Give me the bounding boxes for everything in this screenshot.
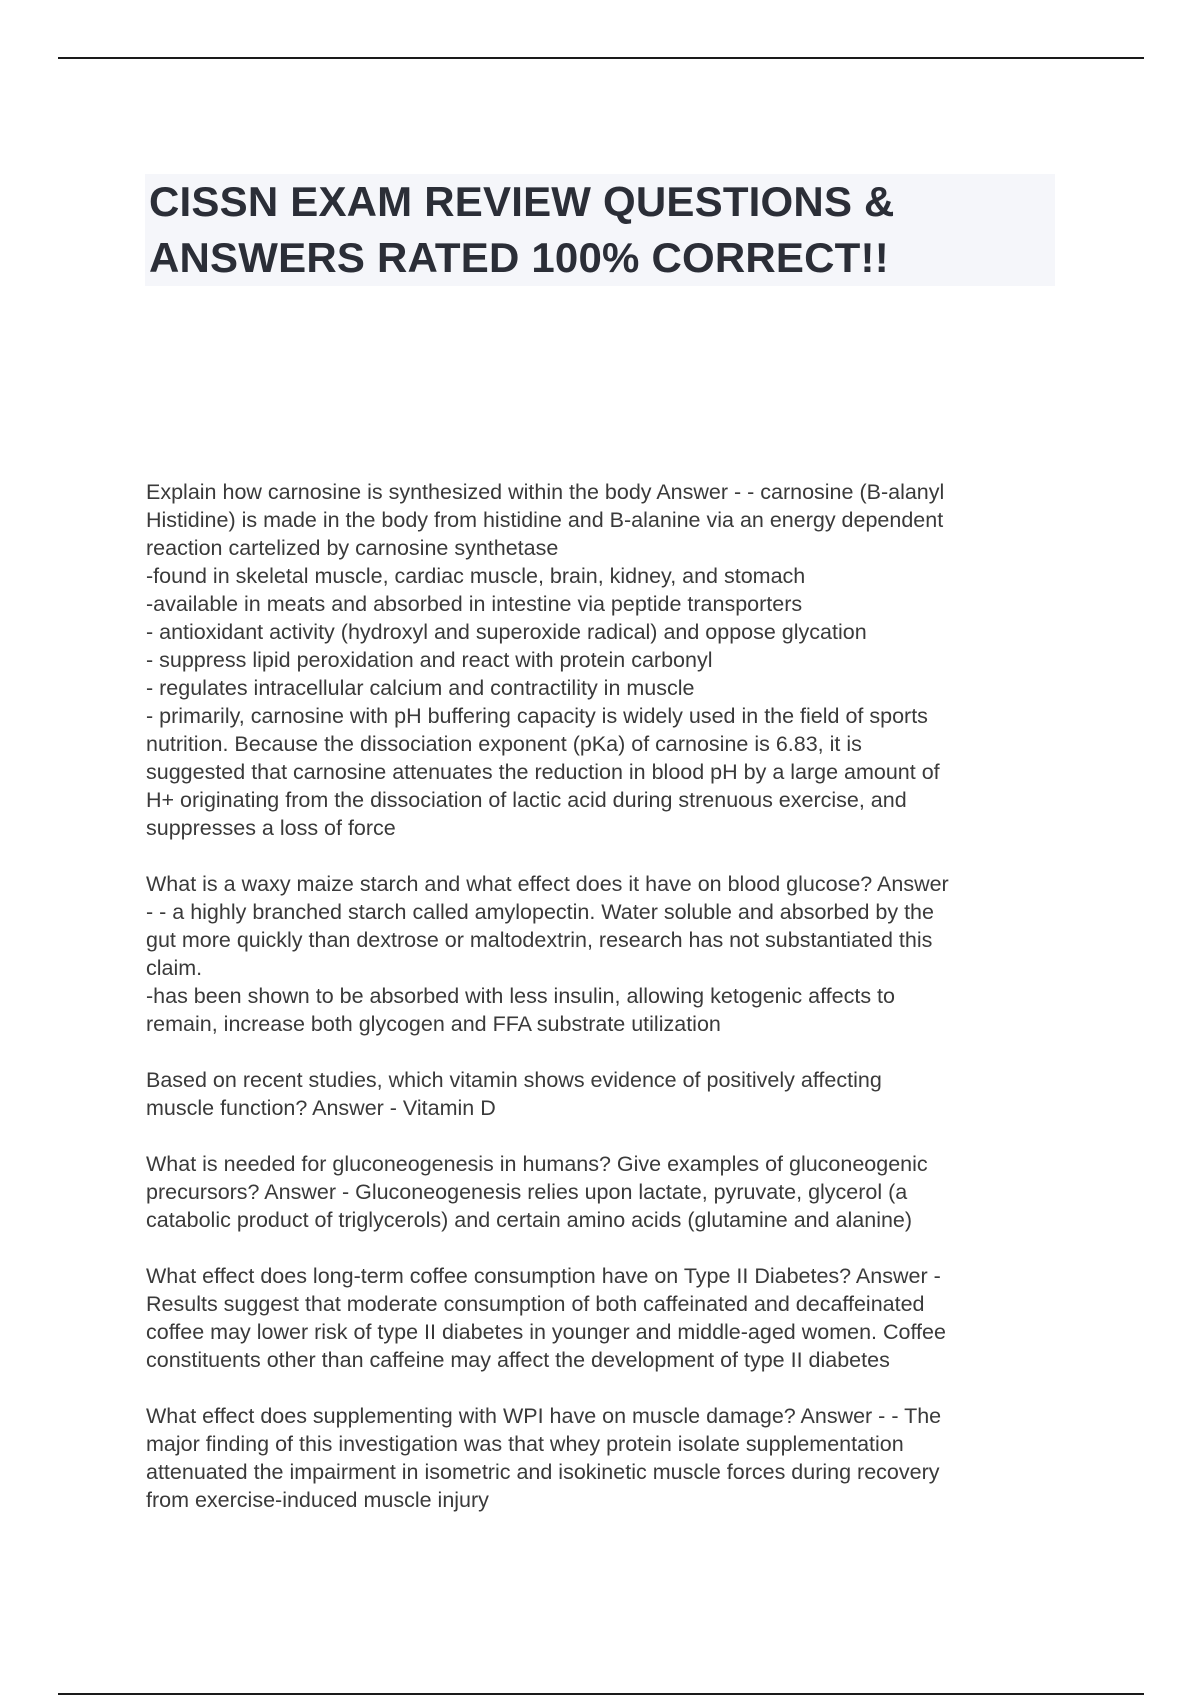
qa-text-line: - regulates intracellular calcium and contractility in muscle — [146, 676, 695, 700]
qa-text-line: suppresses a loss of force — [146, 816, 396, 840]
qa-text-line: What effect does long-term coffee consumption have on Type II Diabetes? Answer - — [146, 1264, 941, 1288]
qa-text-line: remain, increase both glycogen and FFA substrate utilization — [146, 1012, 721, 1036]
qa-text-line: -available in meats and absorbed in intestine via peptide transporters — [146, 592, 803, 616]
qa-text-line: - - a highly branched starch called amylopectin. Water soluble and absorbed by the — [146, 900, 934, 924]
qa-text-line: What is needed for gluconeogenesis in humans? Give examples of gluconeogenic — [146, 1152, 928, 1176]
qa-text-line: attenuated the impairment in isometric and isokinetic muscle forces during recovery — [146, 1460, 940, 1484]
qa-text-line: reaction cartelized by carnosine synthetase — [146, 536, 559, 560]
qa-text-line: H+ originating from the dissociation of lactic acid during strenuous exercise, and — [146, 788, 907, 812]
qa-text-line: from exercise-induced muscle injury — [146, 1488, 489, 1512]
qa-text-line: major finding of this investigation was that whey protein isolate supplementation — [146, 1432, 904, 1456]
qa-text-line: What effect does supplementing with WPI have on muscle damage? Answer - - The — [146, 1404, 942, 1428]
qa-text-line: gut more quickly than dextrose or maltodextrin, research has not substantiated this — [146, 928, 933, 952]
qa-text-line: suggested that carnosine attenuates the reduction in blood pH by a large amount of — [146, 760, 940, 784]
qa-text-line: - suppress lipid peroxidation and react with protein carbonyl — [146, 648, 713, 672]
qa-text-line: Explain how carnosine is synthesized within the body Answer - - carnosine (B-alanyl — [146, 480, 945, 504]
qa-text-line: Based on recent studies, which vitamin shows evidence of positively affecting — [146, 1068, 882, 1092]
qa-block — [146, 478, 1066, 842]
qa-text-line: -has been shown to be absorbed with less insulin, allowing ketogenic affects to — [146, 984, 895, 1008]
qa-content — [146, 478, 1066, 1542]
title-box — [145, 174, 1055, 286]
qa-text-line: What is a waxy maize starch and what effect does it have on blood glucose? Answer — [146, 872, 949, 896]
qa-block — [146, 870, 1066, 1038]
qa-text-line: -found in skeletal muscle, cardiac muscle, brain, kidney, and stomach — [146, 564, 806, 588]
qa-block — [146, 1402, 1066, 1514]
qa-text-line: catabolic product of triglycerols) and certain amino acids (glutamine and alanine) — [146, 1208, 913, 1232]
qa-text-line: nutrition. Because the dissociation exponent (pKa) of carnosine is 6.83, it is — [146, 732, 862, 756]
qa-text-line: muscle function? Answer - Vitamin D — [146, 1096, 496, 1120]
qa-text-line: Results suggest that moderate consumption of both caffeinated and decaffeinated — [146, 1292, 925, 1316]
qa-block — [146, 1066, 1066, 1122]
top-rule — [58, 57, 1144, 59]
qa-text-line: precursors? Answer - Gluconeogenesis relies upon lactate, pyruvate, glycerol (a — [146, 1180, 908, 1204]
bottom-rule — [58, 1693, 1144, 1695]
qa-text-line: coffee may lower risk of type II diabetes in younger and middle-aged women. Coffee — [146, 1320, 946, 1344]
qa-text-line: - antioxidant activity (hydroxyl and superoxide radical) and oppose glycation — [146, 620, 867, 644]
qa-block — [146, 1262, 1066, 1374]
qa-block — [146, 1150, 1066, 1234]
qa-text-line: Histidine) is made in the body from histidine and B-alanine via an energy dependent — [146, 508, 944, 532]
qa-text-line: claim. — [146, 956, 203, 980]
qa-text-line: constituents other than caffeine may affect the development of type II diabetes — [146, 1348, 890, 1372]
qa-text-line: - primarily, carnosine with pH buffering capacity is widely used in the field of sports — [146, 704, 928, 728]
document-title: CISSN EXAM REVIEW QUESTIONS & ANSWERS RATED 100% CORRECT!! — [149, 178, 895, 281]
